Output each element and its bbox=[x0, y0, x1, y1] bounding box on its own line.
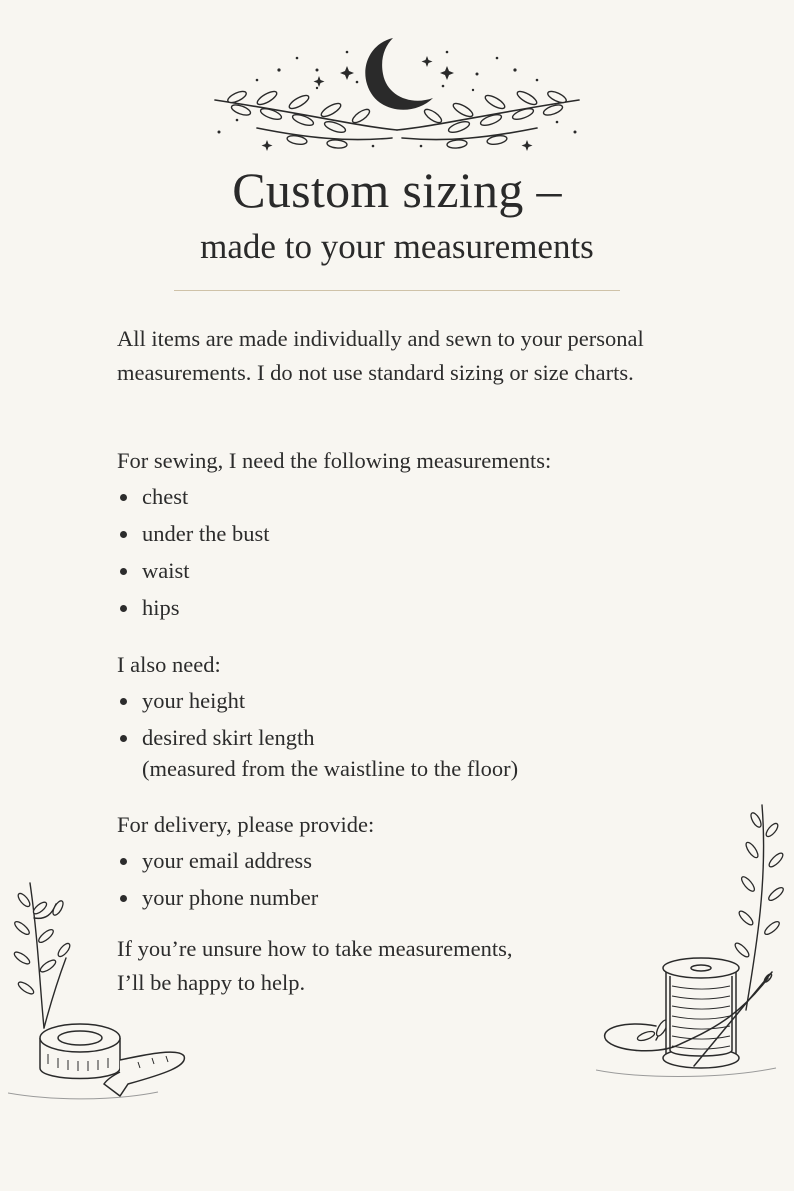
intro-block bbox=[117, 322, 717, 390]
list-item: chest bbox=[117, 478, 717, 515]
list-item: waist bbox=[117, 552, 717, 589]
sewing-heading: For sewing, I need the following measurements: bbox=[117, 448, 552, 473]
page-subtitle: made to your measurements bbox=[200, 227, 594, 266]
page-title: Custom sizing – bbox=[232, 162, 562, 218]
list-item-text: desired skirt length bbox=[142, 725, 315, 750]
intro-text: All items are made individually and sewn to your personal measurements. I do not use standard sizing or size charts. bbox=[117, 326, 644, 385]
list-item: hips bbox=[117, 589, 717, 626]
list-item: your phone number bbox=[117, 879, 717, 916]
sewing-list bbox=[117, 478, 717, 626]
sewing-section bbox=[117, 444, 717, 626]
crescent-moon-icon bbox=[365, 38, 433, 110]
skirt-length-note: (measured from the waistline to the floor) bbox=[142, 756, 519, 781]
list-item: your email address bbox=[117, 842, 717, 879]
also-heading: I also need: bbox=[117, 652, 221, 677]
list-item: under the bust bbox=[117, 515, 717, 552]
also-list bbox=[117, 682, 717, 784]
also-section bbox=[117, 648, 717, 784]
delivery-heading: For delivery, please provide: bbox=[117, 812, 375, 837]
closing-line-1: If you’re unsure how to take measurements, bbox=[117, 936, 513, 961]
tape-measure-icon bbox=[8, 878, 193, 1113]
divider bbox=[174, 290, 620, 291]
list-item: your height bbox=[117, 682, 717, 719]
closing-line-2: I’ll be happy to help. bbox=[117, 970, 306, 995]
moon-laurel-ornament bbox=[197, 30, 597, 160]
list-item bbox=[117, 719, 717, 784]
thread-spool-icon bbox=[596, 800, 791, 1090]
